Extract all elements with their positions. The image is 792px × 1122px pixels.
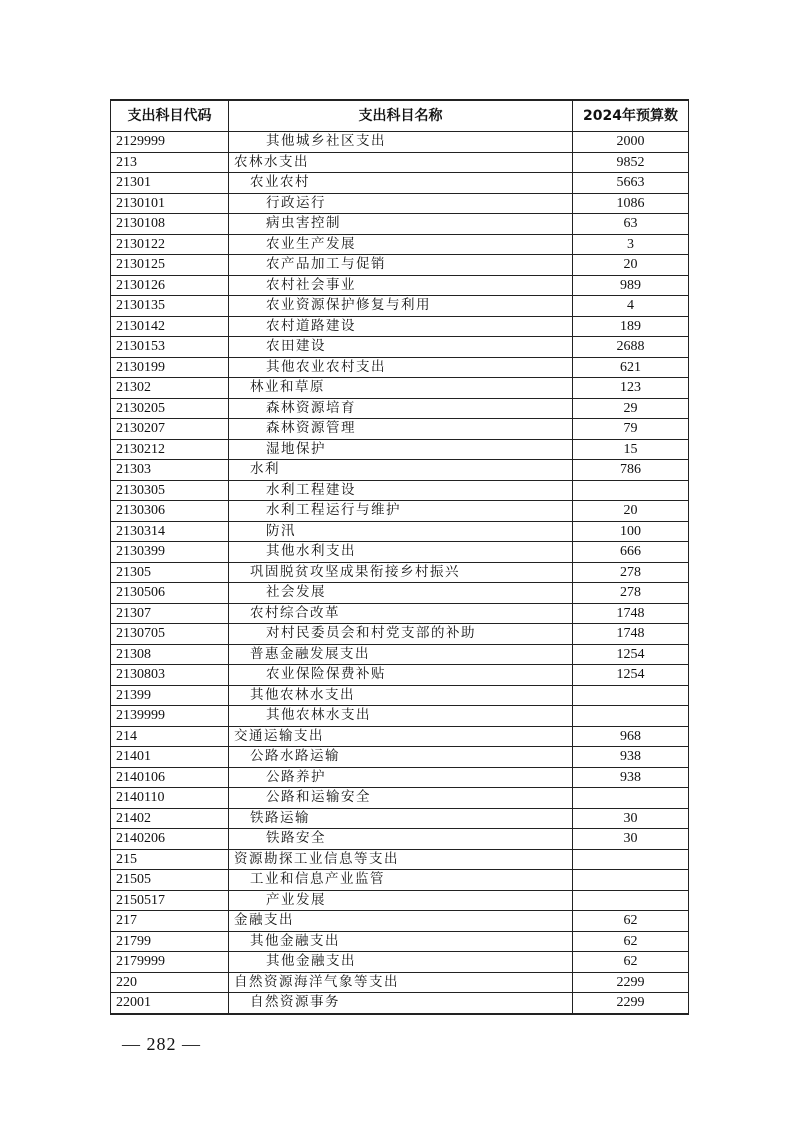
table-row — [111, 849, 689, 870]
subject-code-cell: 2130207 — [111, 419, 229, 440]
subject-code-cell: 21399 — [111, 685, 229, 706]
table-row — [111, 275, 689, 296]
subject-name-cell: 其他金融支出 — [229, 952, 573, 973]
table-row — [111, 193, 689, 214]
budget-amount-cell: 2299 — [573, 993, 689, 1014]
subject-code-cell: 2130705 — [111, 624, 229, 645]
subject-code-cell: 2130199 — [111, 357, 229, 378]
table-row — [111, 480, 689, 501]
subject-code-cell: 21307 — [111, 603, 229, 624]
budget-amount-cell — [573, 706, 689, 727]
subject-code-cell: 2130803 — [111, 665, 229, 686]
budget-amount-cell: 989 — [573, 275, 689, 296]
table-row — [111, 521, 689, 542]
table-row — [111, 562, 689, 583]
subject-name-cell: 交通运输支出 — [229, 726, 573, 747]
budget-amount-cell — [573, 890, 689, 911]
budget-amount-cell — [573, 870, 689, 891]
subject-code-cell: 21308 — [111, 644, 229, 665]
subject-name-cell: 社会发展 — [229, 583, 573, 604]
subject-name-cell: 林业和草原 — [229, 378, 573, 399]
budget-amount-cell: 2299 — [573, 972, 689, 993]
budget-amount-cell: 968 — [573, 726, 689, 747]
table-row — [111, 316, 689, 337]
subject-code-cell: 21505 — [111, 870, 229, 891]
table-row — [111, 890, 689, 911]
subject-name-cell: 公路和运输安全 — [229, 788, 573, 809]
subject-name-cell: 农业农村 — [229, 173, 573, 194]
table-row — [111, 706, 689, 727]
table-row — [111, 583, 689, 604]
budget-amount-cell: 189 — [573, 316, 689, 337]
table-row — [111, 439, 689, 460]
subject-name-cell: 农业生产发展 — [229, 234, 573, 255]
table-row — [111, 685, 689, 706]
subject-name-cell: 其他水利支出 — [229, 542, 573, 563]
subject-name-cell: 巩固脱贫攻坚成果衔接乡村振兴 — [229, 562, 573, 583]
header-code: 支出科目代码 — [111, 100, 229, 132]
subject-name-cell: 防汛 — [229, 521, 573, 542]
subject-name-cell: 对村民委员会和村党支部的补助 — [229, 624, 573, 645]
budget-amount-cell: 62 — [573, 952, 689, 973]
table-row — [111, 296, 689, 317]
budget-amount-cell: 938 — [573, 747, 689, 768]
subject-name-cell: 铁路运输 — [229, 808, 573, 829]
table-row — [111, 542, 689, 563]
subject-code-cell: 2130108 — [111, 214, 229, 235]
table-row — [111, 152, 689, 173]
budget-amount-cell: 79 — [573, 419, 689, 440]
budget-amount-cell: 621 — [573, 357, 689, 378]
table-row — [111, 644, 689, 665]
subject-code-cell: 2130205 — [111, 398, 229, 419]
subject-code-cell: 2130142 — [111, 316, 229, 337]
budget-amount-cell: 5663 — [573, 173, 689, 194]
subject-code-cell: 213 — [111, 152, 229, 173]
subject-name-cell: 金融支出 — [229, 911, 573, 932]
budget-amount-cell: 1254 — [573, 665, 689, 686]
subject-name-cell: 自然资源海洋气象等支出 — [229, 972, 573, 993]
table-row — [111, 501, 689, 522]
subject-name-cell: 农村综合改革 — [229, 603, 573, 624]
subject-code-cell: 21401 — [111, 747, 229, 768]
subject-name-cell: 农田建设 — [229, 337, 573, 358]
table-row — [111, 726, 689, 747]
budget-amount-cell: 2688 — [573, 337, 689, 358]
subject-code-cell: 2150517 — [111, 890, 229, 911]
budget-amount-cell: 1086 — [573, 193, 689, 214]
subject-name-cell: 其他农业农村支出 — [229, 357, 573, 378]
budget-amount-cell: 100 — [573, 521, 689, 542]
budget-amount-cell — [573, 480, 689, 501]
table-row — [111, 972, 689, 993]
subject-code-cell: 2130125 — [111, 255, 229, 276]
subject-code-cell: 2130212 — [111, 439, 229, 460]
subject-name-cell: 产业发展 — [229, 890, 573, 911]
subject-code-cell: 2140106 — [111, 767, 229, 788]
subject-name-cell: 自然资源事务 — [229, 993, 573, 1014]
subject-name-cell: 公路水路运输 — [229, 747, 573, 768]
header-name: 支出科目名称 — [229, 100, 573, 132]
subject-code-cell: 214 — [111, 726, 229, 747]
budget-amount-cell: 4 — [573, 296, 689, 317]
table-row — [111, 993, 689, 1014]
table-row — [111, 952, 689, 973]
subject-name-cell: 农村社会事业 — [229, 275, 573, 296]
table-row — [111, 214, 689, 235]
subject-code-cell: 21402 — [111, 808, 229, 829]
budget-amount-cell: 20 — [573, 501, 689, 522]
table-row — [111, 357, 689, 378]
subject-code-cell: 2130101 — [111, 193, 229, 214]
subject-code-cell: 2130153 — [111, 337, 229, 358]
subject-code-cell: 2130126 — [111, 275, 229, 296]
subject-name-cell: 工业和信息产业监管 — [229, 870, 573, 891]
subject-name-cell: 其他农林水支出 — [229, 706, 573, 727]
table-row — [111, 173, 689, 194]
budget-amount-cell: 1748 — [573, 603, 689, 624]
page-number: — 282 — — [122, 1034, 201, 1054]
subject-name-cell: 其他金融支出 — [229, 931, 573, 952]
subject-name-cell: 农林水支出 — [229, 152, 573, 173]
subject-name-cell: 资源勘探工业信息等支出 — [229, 849, 573, 870]
subject-code-cell: 2179999 — [111, 952, 229, 973]
subject-code-cell: 2130306 — [111, 501, 229, 522]
budget-amount-cell: 666 — [573, 542, 689, 563]
table-row — [111, 931, 689, 952]
subject-name-cell: 水利工程建设 — [229, 480, 573, 501]
subject-code-cell: 2130314 — [111, 521, 229, 542]
table-row — [111, 337, 689, 358]
subject-name-cell: 铁路安全 — [229, 829, 573, 850]
subject-name-cell: 湿地保护 — [229, 439, 573, 460]
table-row — [111, 234, 689, 255]
table-row — [111, 378, 689, 399]
subject-code-cell: 21302 — [111, 378, 229, 399]
budget-amount-cell: 1254 — [573, 644, 689, 665]
budget-amount-cell: 938 — [573, 767, 689, 788]
table-row — [111, 132, 689, 153]
table-row — [111, 808, 689, 829]
table-row — [111, 460, 689, 481]
table-row — [111, 665, 689, 686]
budget-amount-cell: 278 — [573, 562, 689, 583]
header-amount: 2024年预算数 — [573, 100, 689, 132]
subject-name-cell: 公路养护 — [229, 767, 573, 788]
subject-code-cell: 2140206 — [111, 829, 229, 850]
table-row — [111, 767, 689, 788]
budget-amount-cell: 30 — [573, 808, 689, 829]
budget-amount-cell: 20 — [573, 255, 689, 276]
subject-name-cell: 其他农林水支出 — [229, 685, 573, 706]
header-row — [111, 100, 689, 132]
subject-code-cell: 215 — [111, 849, 229, 870]
table-row — [111, 603, 689, 624]
budget-amount-cell: 30 — [573, 829, 689, 850]
budget-amount-cell: 15 — [573, 439, 689, 460]
budget-amount-cell: 3 — [573, 234, 689, 255]
subject-code-cell: 21301 — [111, 173, 229, 194]
subject-code-cell: 2130305 — [111, 480, 229, 501]
table-row — [111, 624, 689, 645]
budget-amount-cell — [573, 685, 689, 706]
subject-name-cell: 农业资源保护修复与利用 — [229, 296, 573, 317]
table-row — [111, 398, 689, 419]
subject-name-cell: 农产品加工与促销 — [229, 255, 573, 276]
subject-code-cell: 220 — [111, 972, 229, 993]
budget-table — [110, 99, 689, 1015]
budget-amount-cell: 63 — [573, 214, 689, 235]
subject-code-cell: 2130122 — [111, 234, 229, 255]
subject-code-cell: 21303 — [111, 460, 229, 481]
table-row — [111, 829, 689, 850]
budget-amount-cell: 786 — [573, 460, 689, 481]
subject-code-cell: 2139999 — [111, 706, 229, 727]
subject-code-cell: 2140110 — [111, 788, 229, 809]
table-row — [111, 870, 689, 891]
subject-code-cell: 21799 — [111, 931, 229, 952]
table-body — [111, 132, 689, 1014]
subject-name-cell: 农村道路建设 — [229, 316, 573, 337]
subject-code-cell: 2130135 — [111, 296, 229, 317]
budget-amount-cell: 9852 — [573, 152, 689, 173]
table-row — [111, 747, 689, 768]
table-header — [111, 100, 689, 132]
table-row — [111, 419, 689, 440]
subject-code-cell: 2130506 — [111, 583, 229, 604]
subject-code-cell: 217 — [111, 911, 229, 932]
budget-amount-cell — [573, 849, 689, 870]
subject-code-cell: 2129999 — [111, 132, 229, 153]
subject-name-cell: 农业保险保费补贴 — [229, 665, 573, 686]
subject-code-cell: 22001 — [111, 993, 229, 1014]
subject-name-cell: 森林资源管理 — [229, 419, 573, 440]
budget-amount-cell: 29 — [573, 398, 689, 419]
budget-amount-cell: 62 — [573, 911, 689, 932]
budget-amount-cell: 123 — [573, 378, 689, 399]
budget-amount-cell: 2000 — [573, 132, 689, 153]
budget-amount-cell — [573, 788, 689, 809]
subject-name-cell: 行政运行 — [229, 193, 573, 214]
subject-name-cell: 其他城乡社区支出 — [229, 132, 573, 153]
subject-name-cell: 森林资源培育 — [229, 398, 573, 419]
table-row — [111, 255, 689, 276]
subject-code-cell: 2130399 — [111, 542, 229, 563]
table-row — [111, 788, 689, 809]
budget-amount-cell: 278 — [573, 583, 689, 604]
subject-name-cell: 普惠金融发展支出 — [229, 644, 573, 665]
budget-amount-cell: 1748 — [573, 624, 689, 645]
subject-name-cell: 水利工程运行与维护 — [229, 501, 573, 522]
subject-name-cell: 病虫害控制 — [229, 214, 573, 235]
subject-name-cell: 水利 — [229, 460, 573, 481]
budget-amount-cell: 62 — [573, 931, 689, 952]
table-row — [111, 911, 689, 932]
subject-code-cell: 21305 — [111, 562, 229, 583]
